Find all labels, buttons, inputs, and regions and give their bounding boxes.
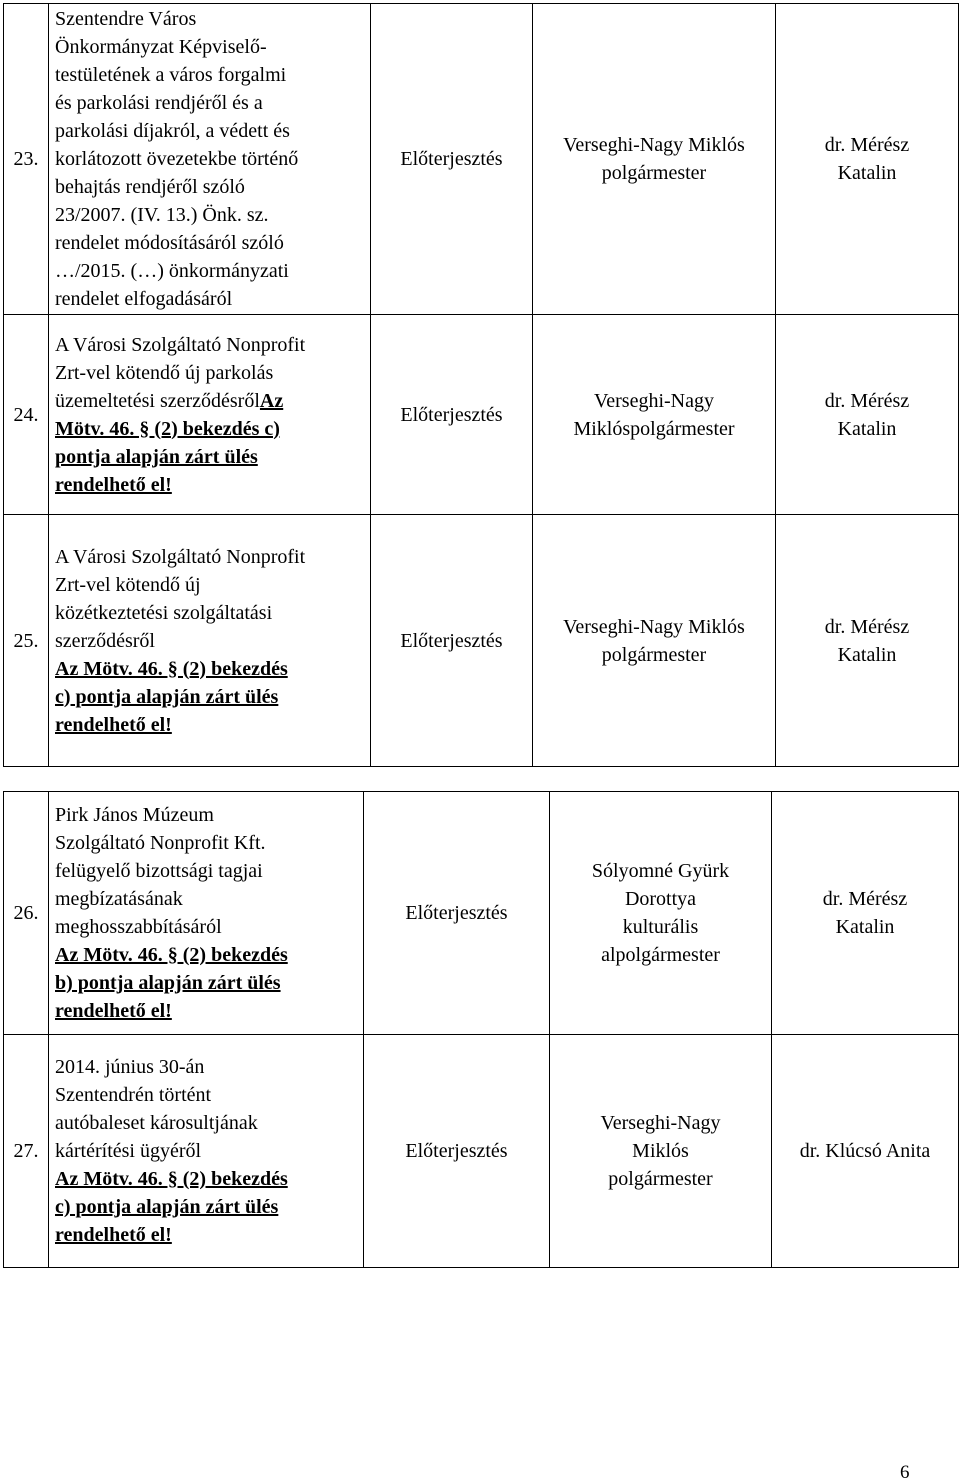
document-type: Előterjesztés xyxy=(371,4,533,315)
presenter: Verseghi-Nagy Miklós polgármester xyxy=(533,4,776,315)
document-type: Előterjesztés xyxy=(371,315,533,515)
agenda-title: Szentendre Város Önkormányzat Képviselő- testületének a város forgalmi és parkolási rendjéről és a parkolási díjakról, a védett és korlátozott övezetekbe történő behajtás rendjéről szóló 23/2007. (IV. 13.) Önk. sz. rendelet módosításáról szóló …/2015. (…) önkormányzati rendelet elfogadásáról xyxy=(49,4,371,315)
document-type: Előterjesztés xyxy=(364,1035,550,1268)
row-number: 23. xyxy=(4,4,49,315)
row-number: 26. xyxy=(4,792,49,1035)
page-number: 6 xyxy=(900,1462,910,1483)
presenter: Verseghi-Nagy Miklós polgármester xyxy=(550,1035,772,1268)
table-row xyxy=(4,1035,959,1268)
agenda-title: A Városi Szolgáltató Nonprofit Zrt-vel kötendő új parkolás üzemeltetési szerződésrőlAz Mötv. 46. § (2) bekezdés c) pontja alapján zárt ülés rendelhető el! xyxy=(49,315,371,515)
document-type: Előterjesztés xyxy=(371,515,533,767)
presenter: Sólyomné Gyürk Dorottya kulturális alpolgármester xyxy=(550,792,772,1035)
responsible-person: dr. Mérész Katalin xyxy=(776,515,959,767)
agenda-title: Pirk János Múzeum Szolgáltató Nonprofit Kft. felügyelő bizottsági tagjai megbízatásának meghosszabbításáról Az Mötv. 46. § (2) bekezdés b) pontja alapján zárt ülés rendelhető el! xyxy=(49,792,364,1035)
table-row xyxy=(4,4,959,315)
row-number: 25. xyxy=(4,515,49,767)
presenter: Verseghi-Nagy Miklóspolgármester xyxy=(533,315,776,515)
agenda-title: A Városi Szolgáltató Nonprofit Zrt-vel kötendő új közétkeztetési szolgáltatási szerződésről Az Mötv. 46. § (2) bekezdés c) pontja alapján zárt ülés rendelhető el! xyxy=(49,515,371,767)
presenter: Verseghi-Nagy Miklós polgármester xyxy=(533,515,776,767)
document-type: Előterjesztés xyxy=(364,792,550,1035)
agenda-table-lower xyxy=(3,791,959,1268)
table-row xyxy=(4,792,959,1035)
row-number: 24. xyxy=(4,315,49,515)
table-row xyxy=(4,515,959,767)
responsible-person: dr. Mérész Katalin xyxy=(776,4,959,315)
responsible-person: dr. Klúcsó Anita xyxy=(772,1035,959,1268)
table-row xyxy=(4,315,959,515)
agenda-table-upper xyxy=(3,3,959,767)
agenda-title: 2014. június 30-án Szentendrén történt autóbaleset károsultjának kártérítési ügyéről Az Mötv. 46. § (2) bekezdés c) pontja alapján zárt ülés rendelhető el! xyxy=(49,1035,364,1268)
responsible-person: dr. Mérész Katalin xyxy=(776,315,959,515)
row-number: 27. xyxy=(4,1035,49,1268)
responsible-person: dr. Mérész Katalin xyxy=(772,792,959,1035)
